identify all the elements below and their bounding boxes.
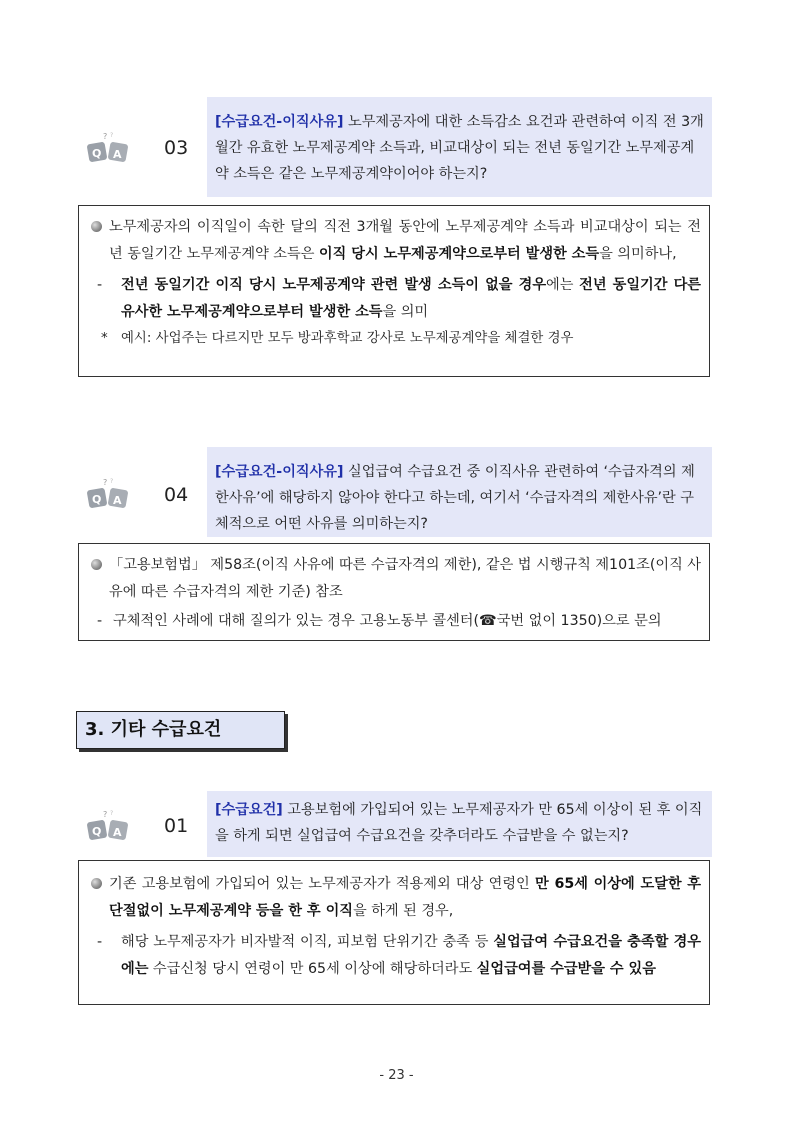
page-number: - 23 - xyxy=(379,1068,414,1083)
question-number: 03 xyxy=(164,137,189,159)
question-text: [수급요건-이직사유] 노무제공자에 대한 소득감소 요건과 관련하여 이직 전 3개월간 유효한 노무제공계약 소득과, 비교대상이 되는 전년 동일기간 노무제공계약 소득은 같은 노무제공계약이어야 하는지? xyxy=(207,97,712,197)
svg-text:?: ? xyxy=(103,810,108,819)
qa-icon xyxy=(86,477,132,511)
svg-text:?: ? xyxy=(110,810,114,817)
question-number: 01 xyxy=(164,815,189,837)
question-tag: [수급요건-이직사유] xyxy=(215,114,344,130)
answer-block-01 xyxy=(78,860,710,1005)
question-block-01 xyxy=(78,791,712,857)
qa-icon xyxy=(86,809,132,843)
question-text: [수급요건-이직사유] 실업급여 수급요건 중 이직사유 관련하여 ‘수급자격의 제한사유’에 해당하지 않아야 한다고 하는데, 여기서 ‘수급자격의 제한사유’란 구체적으로 어떤 사유를 의미하는지? xyxy=(207,447,712,537)
answer-bullet-icon xyxy=(91,221,102,232)
section-title: 3. 기타 수급요건 xyxy=(76,711,285,749)
svg-text:A: A xyxy=(113,148,122,161)
svg-text:A: A xyxy=(113,826,122,839)
phone-icon: ☎ xyxy=(479,613,497,629)
answer-paragraph: 「고용보험법」 제58조(이직 사유에 따른 수급자격의 제한), 같은 법 시행규칙 제101조(이직 사유에 따른 수급자격의 제한 기준) 참조 xyxy=(87,552,701,606)
answer-block-03 xyxy=(78,205,710,377)
answer-block-04 xyxy=(78,543,710,641)
question-text: [수급요건] 고용보험에 가입되어 있는 노무제공자가 만 65세 이상이 된 후 이직을 하게 되면 실업급여 수급요건을 갖추더라도 수급받을 수 없는지? xyxy=(207,791,712,857)
question-tag: [수급요건] xyxy=(215,802,283,818)
answer-bullet-icon xyxy=(91,878,102,889)
svg-text:?: ? xyxy=(110,478,114,485)
question-block-04 xyxy=(78,447,712,537)
svg-text:Q: Q xyxy=(92,825,102,838)
svg-text:Q: Q xyxy=(92,493,102,506)
svg-text:?: ? xyxy=(103,478,108,487)
answer-subpoint: - 구체적인 사례에 대해 질의가 있는 경우 고용노동부 콜센터(☎국번 없이 1350)으로 문의 xyxy=(97,613,662,629)
svg-text:?: ? xyxy=(110,132,114,139)
answer-paragraph: 노무제공자의 이직일이 속한 달의 직전 3개월 동안에 노무제공계약 소득과 비교대상이 되는 전년 동일기간 노무제공계약 소득은 이직 당시 노무제공계약으로부터 발생한 소득을 의미하나, xyxy=(87,214,701,268)
question-tag: [수급요건-이직사유] xyxy=(215,464,344,480)
answer-paragraph: 기존 고용보험에 가입되어 있는 노무제공자가 적용제외 대상 연령인 만 65세 이상에 도달한 후 단절없이 노무제공계약 등을 한 후 이직을 하게 된 경우, xyxy=(87,871,701,925)
svg-text:?: ? xyxy=(103,132,108,141)
question-number: 04 xyxy=(164,484,189,506)
svg-text:Q: Q xyxy=(92,147,102,160)
answer-bullet-icon xyxy=(91,559,102,570)
answer-subpoint: - 해당 노무제공자가 비자발적 이직, 피보험 단위기간 충족 등 실업급여 수급요건을 충족할 경우에는 수급신청 당시 연령이 만 65세 이상에 해당하더라도 실업급여를 수급받을 수 있음 xyxy=(97,934,701,977)
answer-subpoint: - 전년 동일기간 이직 당시 노무제공계약 관련 발생 소득이 없을 경우에는 전년 동일기간 다른 유사한 노무제공계약으로부터 발생한 소득을 의미 xyxy=(97,277,701,320)
answer-note: * 예시: 사업주는 다르지만 모두 방과후학교 강사로 노무제공계약을 체결한 경우 xyxy=(101,331,574,346)
question-block-03 xyxy=(78,97,712,197)
svg-text:A: A xyxy=(113,494,122,507)
qa-icon xyxy=(86,131,132,165)
